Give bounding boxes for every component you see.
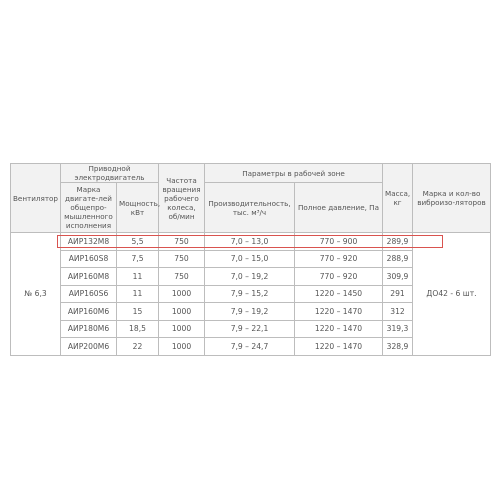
header-vibro-isolators: Марка и кол-во виброизо-ляторов	[413, 164, 491, 233]
pressure-cell: 770 – 920	[295, 250, 383, 268]
power-cell: 18,5	[117, 320, 159, 338]
power-cell: 11	[117, 268, 159, 286]
power-cell: 5,5	[117, 233, 159, 251]
fan-model-cell: № 6,3	[11, 233, 61, 356]
header-power: Мощность, кВт	[117, 183, 159, 233]
header-drive-motor: Приводной электродвигатель	[61, 164, 159, 183]
pressure-cell: 1220 – 1450	[295, 285, 383, 303]
pressure-cell: 770 – 900	[295, 233, 383, 251]
motor-cell: АИР160S8	[61, 250, 117, 268]
header-work-zone-params: Параметры в рабочей зоне	[205, 164, 383, 183]
speed-cell: 1000	[159, 338, 205, 356]
header-productivity: Производительность, тыс. м³/ч	[205, 183, 295, 233]
motor-cell: АИР200М6	[61, 338, 117, 356]
mass-cell: 328,9	[383, 338, 413, 356]
fan-spec-table	[10, 163, 491, 356]
speed-cell: 1000	[159, 285, 205, 303]
speed-cell: 1000	[159, 320, 205, 338]
motor-cell: АИР160S6	[61, 285, 117, 303]
header-motor-brand: Марка двигате-лей общепро-мышленного исполнения	[61, 183, 117, 233]
mass-cell: 309,9	[383, 268, 413, 286]
table-row	[11, 233, 491, 251]
pressure-cell: 770 – 920	[295, 268, 383, 286]
header-mass: Масса, кг	[383, 164, 413, 233]
power-cell: 22	[117, 338, 159, 356]
motor-cell: АИР132М8	[61, 233, 117, 251]
power-cell: 15	[117, 303, 159, 321]
power-cell: 11	[117, 285, 159, 303]
mass-cell: 319,3	[383, 320, 413, 338]
vibro-isolators-cell: ДО42 - 6 шт.	[413, 233, 491, 356]
productivity-cell: 7,9 – 15,2	[205, 285, 295, 303]
pressure-cell: 1220 – 1470	[295, 303, 383, 321]
motor-cell: АИР160М8	[61, 268, 117, 286]
mass-cell: 289,9	[383, 233, 413, 251]
productivity-cell: 7,0 – 19,2	[205, 268, 295, 286]
productivity-cell: 7,0 – 15,0	[205, 250, 295, 268]
header-fan: Вентилятор	[11, 164, 61, 233]
motor-cell: АИР180М6	[61, 320, 117, 338]
speed-cell: 750	[159, 233, 205, 251]
productivity-cell: 7,9 – 22,1	[205, 320, 295, 338]
mass-cell: 312	[383, 303, 413, 321]
productivity-cell: 7,9 – 19,2	[205, 303, 295, 321]
speed-cell: 750	[159, 250, 205, 268]
header-wheel-speed: Частота вращения рабочего колеса, об/мин	[159, 164, 205, 233]
speed-cell: 1000	[159, 303, 205, 321]
mass-cell: 291	[383, 285, 413, 303]
header-total-pressure: Полное давление, Па	[295, 183, 383, 233]
motor-cell: АИР160М6	[61, 303, 117, 321]
pressure-cell: 1220 – 1470	[295, 320, 383, 338]
mass-cell: 288,9	[383, 250, 413, 268]
pressure-cell: 1220 – 1470	[295, 338, 383, 356]
productivity-cell: 7,9 – 24,7	[205, 338, 295, 356]
power-cell: 7,5	[117, 250, 159, 268]
speed-cell: 750	[159, 268, 205, 286]
productivity-cell: 7,0 – 13,0	[205, 233, 295, 251]
